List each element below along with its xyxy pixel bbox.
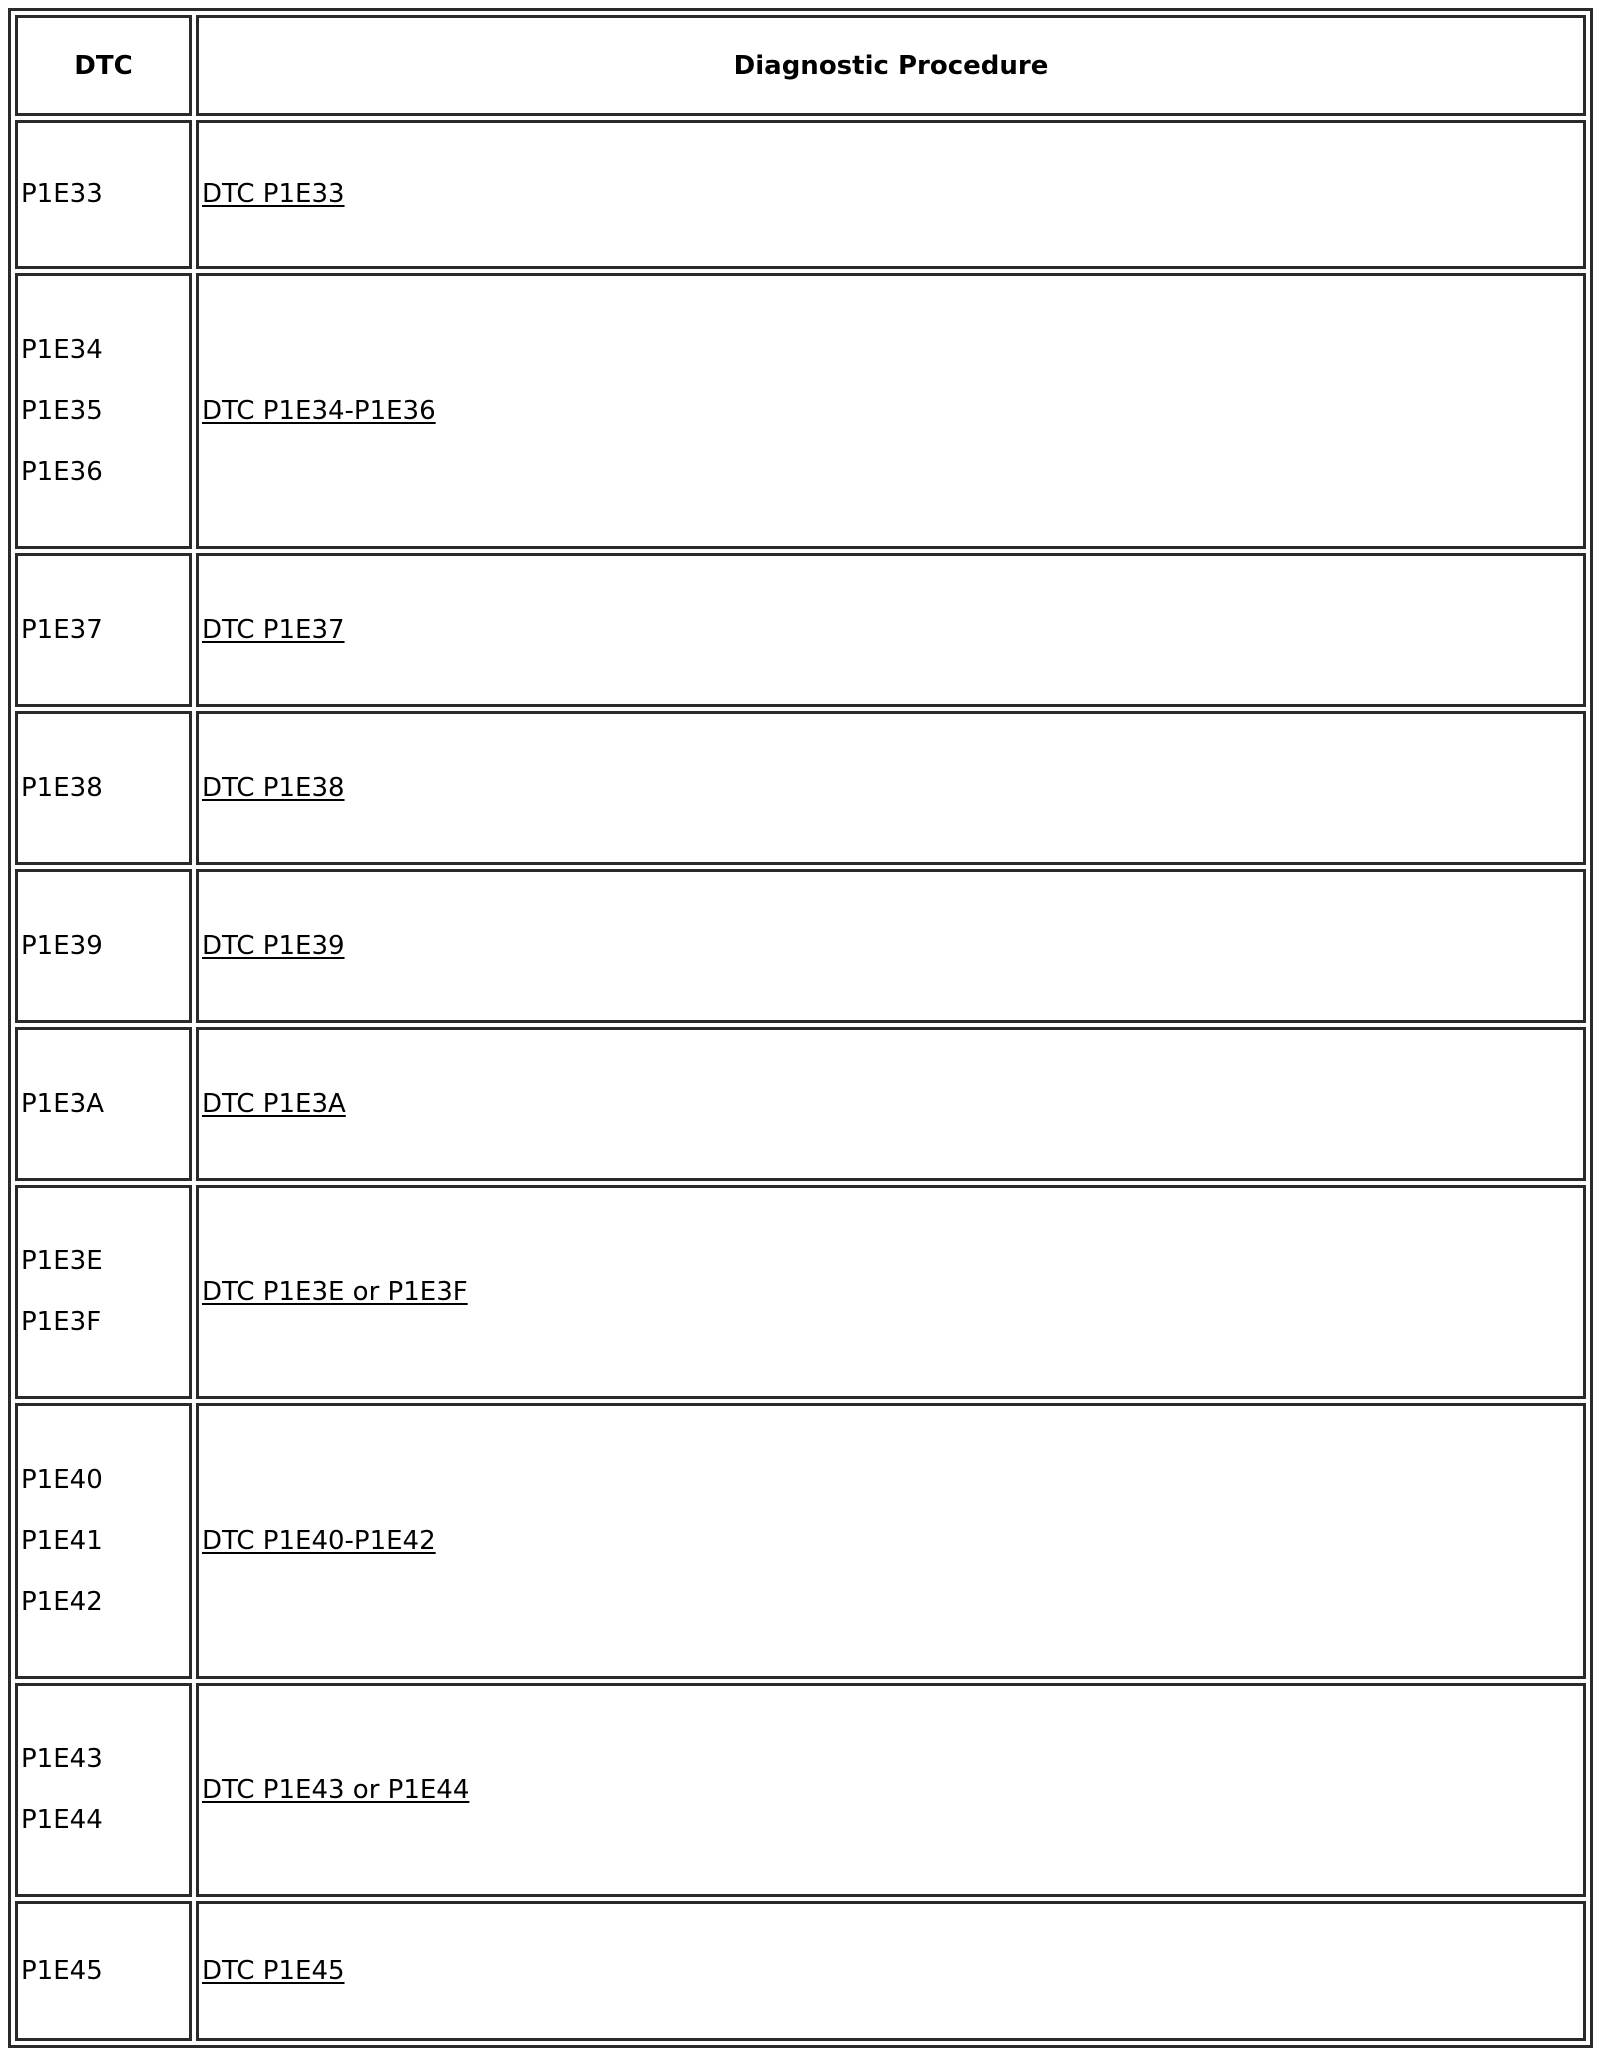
procedure-link[interactable]: DTC P1E37 — [202, 614, 345, 645]
procedure-link[interactable]: DTC P1E43 or P1E44 — [202, 1774, 470, 1805]
procedure-link[interactable]: DTC P1E45 — [202, 1955, 345, 1986]
dtc-code-cell — [15, 1027, 192, 1181]
dtc-code-cell — [15, 869, 192, 1023]
procedure-link[interactable]: DTC P1E39 — [202, 930, 345, 961]
procedure-cell — [196, 1027, 1586, 1181]
dtc-code: P1E38 — [21, 772, 103, 803]
procedure-cell — [196, 711, 1586, 865]
procedure-cell — [196, 869, 1586, 1023]
table-row — [15, 273, 1586, 549]
procedure-cell — [196, 1683, 1586, 1897]
procedure-cell — [196, 273, 1586, 549]
procedure-link[interactable]: DTC P1E3E or P1E3F — [202, 1276, 468, 1307]
procedure-column-header: Diagnostic Procedure — [196, 15, 1586, 116]
table-row — [15, 711, 1586, 865]
procedure-cell — [196, 553, 1586, 707]
procedure-cell — [196, 1185, 1586, 1399]
table-row — [15, 1901, 1586, 2041]
table-row — [15, 120, 1586, 269]
dtc-code: P1E43 — [21, 1744, 103, 1774]
table-body — [15, 120, 1586, 2041]
table-row — [15, 1027, 1586, 1181]
dtc-code-cell — [15, 1185, 192, 1399]
dtc-code: P1E45 — [21, 1955, 103, 1986]
procedure-cell — [196, 1901, 1586, 2041]
table-row — [15, 869, 1586, 1023]
dtc-column-header: DTC — [15, 15, 192, 116]
dtc-procedure-table — [8, 8, 1593, 2048]
dtc-code: P1E33 — [21, 179, 103, 209]
dtc-code: P1E44 — [21, 1805, 103, 1835]
procedure-cell — [196, 1403, 1586, 1679]
procedure-link[interactable]: DTC P1E33 — [202, 179, 345, 209]
dtc-code: P1E37 — [21, 614, 103, 645]
dtc-code-cell — [15, 273, 192, 549]
dtc-code-cell — [15, 120, 192, 269]
procedure-link[interactable]: DTC P1E38 — [202, 772, 345, 803]
procedure-cell — [196, 120, 1586, 269]
table-row — [15, 1683, 1586, 1897]
dtc-code: P1E42 — [21, 1586, 103, 1617]
table-row — [15, 553, 1586, 707]
dtc-code: P1E34 — [21, 334, 103, 365]
dtc-code: P1E3A — [21, 1088, 104, 1119]
dtc-code: P1E40 — [21, 1464, 103, 1495]
dtc-code-cell — [15, 1683, 192, 1897]
dtc-code: P1E39 — [21, 930, 103, 961]
table-row — [15, 1185, 1586, 1399]
dtc-code: P1E35 — [21, 395, 103, 426]
dtc-code-cell — [15, 553, 192, 707]
dtc-code: P1E36 — [21, 456, 103, 487]
dtc-code: P1E41 — [21, 1525, 103, 1556]
table-row — [15, 1403, 1586, 1679]
dtc-code: P1E3E — [21, 1246, 103, 1276]
procedure-link[interactable]: DTC P1E34-P1E36 — [202, 395, 436, 426]
dtc-code-cell — [15, 1403, 192, 1679]
dtc-code: P1E3F — [21, 1307, 102, 1337]
procedure-link[interactable]: DTC P1E3A — [202, 1088, 346, 1119]
table-header-row — [15, 15, 1586, 116]
procedure-link[interactable]: DTC P1E40-P1E42 — [202, 1525, 436, 1556]
dtc-code-cell — [15, 711, 192, 865]
dtc-code-cell — [15, 1901, 192, 2041]
